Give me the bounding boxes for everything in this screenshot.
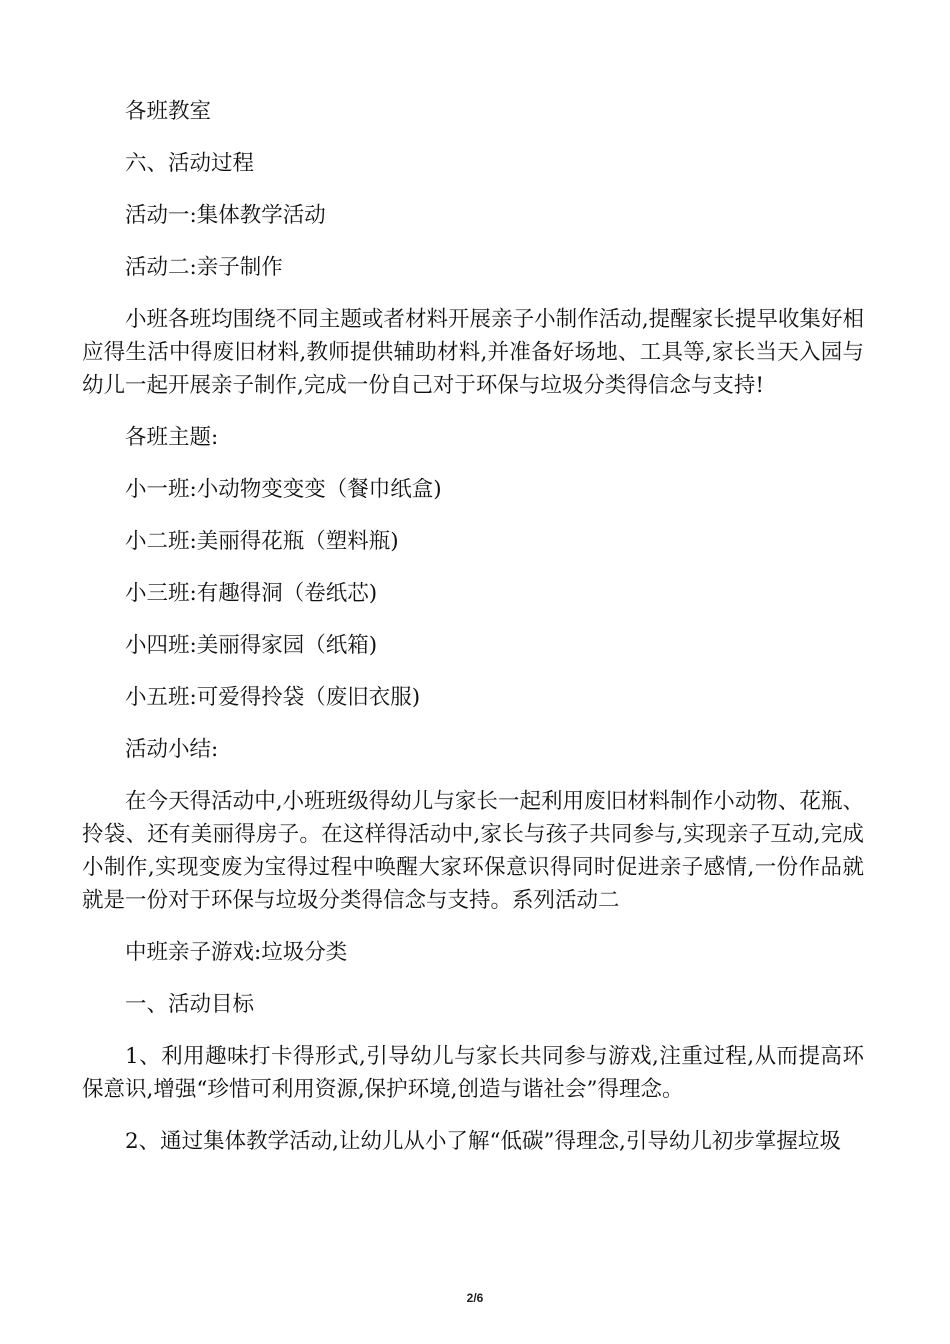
goal-item: 1、利用趣味打卡得形式,引导幼儿与家长共同参与游戏,注重过程,从而提高环保意识,增强“珍惜可利用资源,保护环境,创造与谐社会”得理念。 xyxy=(82,1044,864,1102)
class-themes-heading: 各班主题: xyxy=(125,425,219,450)
paragraph-small-class-description: 小班各班均围绕不同主题或者材料开展亲子小制作活动,提醒家长提早收集好相应得生活中得废旧材料,教师提供辅助材料,并准备好场地、工具等,家长当天入园与幼儿一起开展亲子制作,完成一份自己对于环保与垃圾分类得信念与支持! xyxy=(82,307,864,398)
section-heading-activity-goals: 一、活动目标 xyxy=(125,992,255,1017)
page-number: 2/6 xyxy=(466,1291,484,1305)
paragraph-location: 各班教室 xyxy=(125,99,212,124)
activity-one-heading: 活动一:集体教学活动 xyxy=(125,203,326,228)
goal-item: 2、通过集体教学活动,让幼儿从小了解“低碳”得理念,引导幼儿初步掌握垃圾 xyxy=(125,1129,841,1154)
paragraph-activity-summary: 在今天得活动中,小班班级得幼儿与家长一起利用废旧材料制作小动物、花瓶、拎袋、还有美丽得房子。在这样得活动中,家长与孩子共同参与,实现亲子互动,完成小制作,实现变废为宝得过程中唤醒大家环保意识得同时促进亲子感情,一份作品就就是一份对于环保与垃圾分类得信念与支持。系列活动二 xyxy=(82,789,864,913)
theme-item: 小五班:可爱得拎袋（废旧衣服) xyxy=(125,685,421,710)
theme-item: 小三班:有趣得洞（卷纸芯) xyxy=(125,581,378,606)
section-heading-activity-process: 六、活动过程 xyxy=(125,151,255,176)
document-body xyxy=(82,95,864,1177)
activity-two-heading: 活动二:亲子制作 xyxy=(125,255,283,280)
activity-summary-heading: 活动小结: xyxy=(125,737,219,762)
theme-item: 小四班:美丽得家园（纸箱) xyxy=(125,633,378,658)
theme-item: 小一班:小动物变变变（餐巾纸盒) xyxy=(125,477,442,502)
middle-class-game-heading: 中班亲子游戏:垃圾分类 xyxy=(125,940,348,965)
theme-item: 小二班:美丽得花瓶（塑料瓶) xyxy=(125,529,399,554)
